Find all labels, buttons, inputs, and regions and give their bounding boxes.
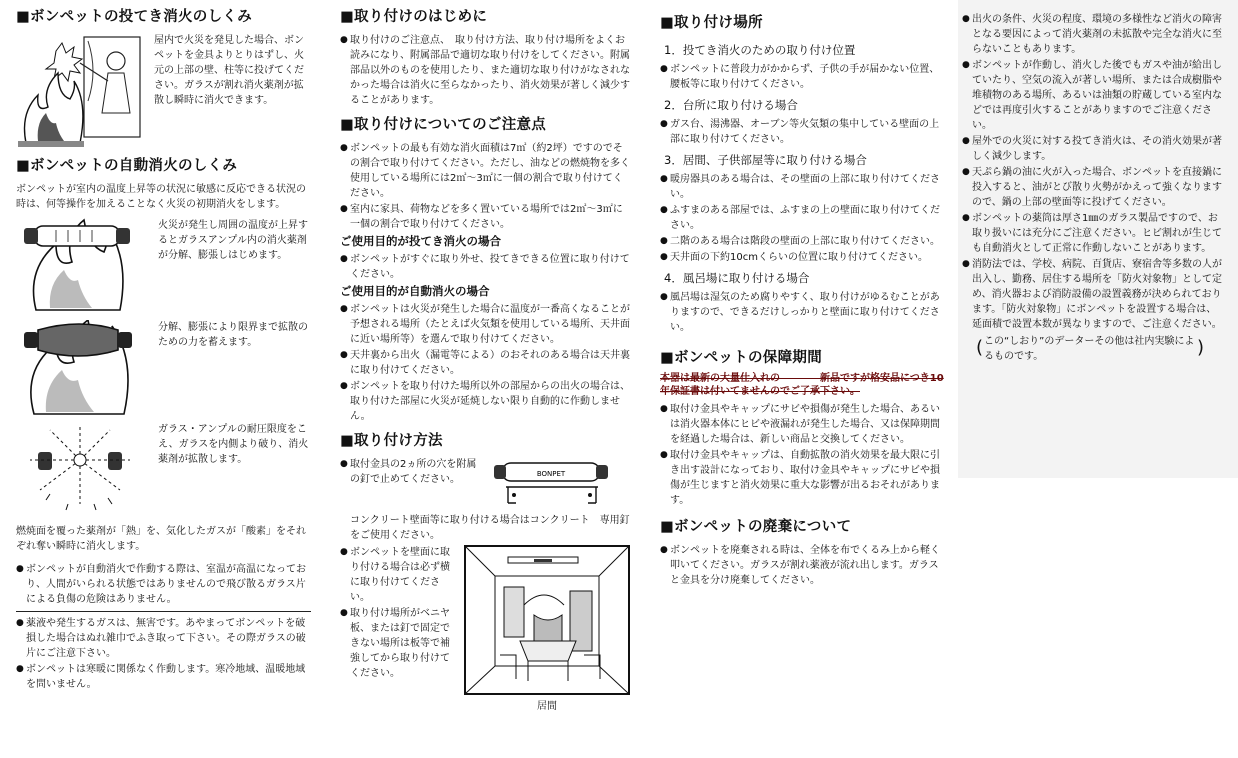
- auto-figure-2: [16, 320, 311, 416]
- section-title-location: ■取り付け場所: [660, 15, 763, 31]
- auto-intro: ボンペットが室内の温度上昇等の状況に敏感に反応できる状況の時は、何等操作を加えることなく火災の初期消火をします。: [16, 184, 306, 210]
- method-concrete: コンクリート壁面等に取り付ける場合はコンクリート 専用釘をご使用ください。: [350, 515, 630, 541]
- column-4: [962, 12, 1222, 364]
- section-title-intro: ■取り付けのはじめに: [340, 9, 488, 25]
- location-3-heater: ● 暖房器具のある場合は、その壁面の上部に取り付けてください。: [660, 172, 945, 202]
- method-nail: ● 取付金具の2ヵ所の穴を附属の釘で止めてください。: [340, 457, 480, 487]
- limit-conditions: ● 出火の条件、火災の程度、環境の多様性など消火の障害となる要因によって消火薬剤の未拡散や完全な消火に至らないこともあります。: [962, 12, 1222, 57]
- ampoule-expanding-icon: [16, 320, 148, 416]
- caution-other-room: ● ボンペットを取り付けた場所以外の部屋からの出火の場合は、取り付けた部屋に火災が延焼しない限り自動的に作動しません。: [340, 379, 630, 424]
- method-reinforce: ● 取り付け場所がベニヤ板、または釘で固定できない場所は板等で補強してから取り付けてください。: [340, 606, 452, 681]
- location-3-title: 3．居間、子供部屋等に取り付ける場合: [664, 153, 867, 167]
- column-2: [340, 8, 630, 712]
- location-4-text: ● 風呂場は湿気のため腐りやすく、取り付けがゆるむことがありますので、できるだけしっかりと壁面に取り付けてください。: [660, 290, 945, 335]
- caution-ceiling: ● 天井裏から出火（漏電等による）のおそれのある場合は天井裏に取り付けてください。: [340, 348, 630, 378]
- location-2-title: 2．台所に取り付ける場合: [664, 98, 798, 112]
- location-1-title: 1．投てき消火のための取り付け位置: [664, 43, 856, 57]
- section-title-cautions: ■取り付けについてのご注意点: [340, 117, 547, 133]
- internal-test-note: ( この“しおり”のデーターその他は社内実験によるものです。 ): [978, 334, 1204, 364]
- note-harmless: ● 薬液や発生するガスは、無害です。あやまってボンペットを破損した場合はぬれ雑巾でふき取って下さい。その際ガラスの破片にご注意下さい。: [16, 616, 311, 661]
- auto-figure-1: [16, 218, 311, 314]
- room-illustration-icon: [464, 545, 630, 695]
- warranty-replace: ● 取付け金具やキャップにサビや損傷が発生した場合、あるいは消火器本体にヒビや液漏れが発生した場合、又は保障期間を経過した場合は、新しい商品と交換してください。: [660, 402, 945, 447]
- auto-step-1-text: 火災が発生し周囲の温度が上昇するとガラスアンプル内の消火薬剤が分解、膨張しはじめます。: [158, 220, 308, 261]
- limit-glass: ● ボンペットの薬筒は厚さ1㎜のガラス製品ですので、お取り扱いには充分にご注意ください。ヒビ割れが生じても自動消火として正常に作動しないことがあります。: [962, 211, 1222, 256]
- location-4-title: 4．風呂場に取り付ける場合: [664, 271, 810, 285]
- divider: [16, 611, 311, 612]
- caution-throw-position: ● ボンペットがすぐに取り外せ、投てきできる位置に取り付けてください。: [340, 252, 630, 282]
- subtitle-throw-use: ご使用目的が投てき消火の場合: [340, 234, 501, 248]
- subtitle-auto-use: ご使用目的が自動消火の場合: [340, 284, 490, 298]
- room-caption: 居間: [537, 701, 557, 712]
- location-3-stairs: ● 二階のある場合は階段の壁面の上部に取り付けてください。: [660, 234, 945, 249]
- location-1-text: ● ボンペットに普段力がかからず、子供の手が届かない位置、腰板等に取り付けてください。: [660, 62, 945, 92]
- caution-auto-position: ● ボンペットは火災が発生した場合に温度が一番高くなることが予想される場所（たとえば火気類を使用している場所、天井面に近い場所等）を選んで取り付けてください。: [340, 302, 630, 347]
- limit-reignite: ● ボンペットが作動し、消火した後でもガスや油が給出していたり、空気の流入が著しい場所、または合成樹脂や堆積物のある場所、あるいは油類の貯蔵している室内などでは再度引火することがありますのでご注意ください。: [962, 58, 1222, 133]
- limit-tempura: ● 天ぷら鍋の油に火が入った場合、ボンペットを直接鍋に投入すると、油がとび散り火勢がかえって強くなりますので、鍋の上部の壁面等に投げてください。: [962, 165, 1222, 210]
- method-top: [340, 457, 630, 513]
- auto-step-3-text: ガラス・アンプルの耐圧限度をこえ、ガラスを内側より破り、消火薬剤が拡散します。: [158, 424, 309, 465]
- warranty-rust: ● 取付け金具やキャップは、自動拡散の消火効果を最大限に引き出す設計になっており、取付け金具やキャップにサビや損傷が生じますと消火効果に重大な影響が出るおそれがあります。: [660, 448, 945, 508]
- ampoule-burst-icon: [16, 422, 148, 518]
- throw-illustration-icon: [16, 33, 144, 151]
- limit-outdoor: ● 屋外での火災に対する投てき消火は、その消火効果が著しく減少します。: [962, 134, 1222, 164]
- auto-conclusion: 燃焼面を覆った薬剤が「熱」を、気化したガスが「酸素」をそれぞれ奪い瞬時に消火します。: [16, 526, 306, 552]
- auto-note-safety: ● ボンペットが自動消火で作動する際は、室温が高温になっており、人間がいられる状態ではありませんので飛び散るガラス片による負傷の危険はありません。: [16, 562, 311, 607]
- mount-bracket-icon: [480, 457, 630, 513]
- column-1: [16, 8, 311, 693]
- section-title-method: ■取り付け方法: [340, 433, 443, 449]
- intro-note: ● 取り付けのご注意点、 取り付け方法、取り付け場所をよくお読みになり、附属部品で適切な取り付けをしてください。附属部品以外のものを使用したり、また適切な取り付けがなされなかった場合は消火に至らなかったり、消火効果が著しく減少することがあります。: [340, 33, 630, 108]
- bonpet-label: BONPET: [536, 470, 566, 478]
- location-3-ceiling: ● 天井面の下約10cmくらいの位置に取り付けてください。: [660, 250, 945, 265]
- section-title-throw: ■ボンペットの投てき消火のしくみ: [16, 9, 252, 25]
- column-3: [660, 8, 945, 589]
- location-3-fusuma: ● ふすまのある部屋では、ふすまの上の壁面に取り付けてください。: [660, 203, 945, 233]
- method-bottom: [340, 545, 630, 712]
- limit-fire-law: ● 消防法では、学校、病院、百貨店、寮宿舎等多数の人が出入し、勤務、居住する場所を「防火対象物」として定め、消火器および消防設備の設置義務が決められております。「防火対象物」にボンペットを設置する場合は、延面積で設置本数が異なりますので、ご注意ください。: [962, 257, 1222, 332]
- location-2-text: ● ガス台、湯沸器、オーブン等火気類の集中している壁面の上部に取り付けてください。: [660, 117, 945, 147]
- note-climate: ● ボンペットは寒暖に関係なく作動します。寒冷地域、温暖地域を問いません。: [16, 662, 311, 692]
- method-horizontal: ● ボンペットを壁面に取り付ける場合は必ず横に取り付けてください。: [340, 545, 452, 605]
- auto-figure-3: [16, 422, 311, 518]
- ampoule-heating-icon: [16, 218, 148, 314]
- warranty-stamp: 本器は最新の大量仕入れの 新品ですが格安品につき10年保証書は付いてませんのでご了承下さい。: [660, 373, 944, 397]
- throw-section: [16, 33, 311, 151]
- throw-description: 屋内で火災を発見した場合、ボンペットを金具よりとりはずし、火元の上部の壁、柱等に投げてください。ガラスが割れ消火薬剤が拡散し瞬時に消火できます。: [154, 35, 304, 106]
- auto-step-2-text: 分解、膨張により限界まで拡散のための力を蓄えます。: [158, 322, 308, 348]
- caution-area: ● ボンペットの最も有効な消火面積は7㎡（約2坪）ですのでその割合で取り付けてください。ただし、油などの燃焼物を多く使用している場所には2㎡～3㎡に一個の割合で取り付けてください。: [340, 141, 630, 201]
- caution-furniture: ● 室内に家具、荷物などを多く置いている場所では2㎡～3㎡に一個の割合で取り付けてください。: [340, 202, 630, 232]
- section-title-disposal: ■ボンペットの廃棄について: [660, 519, 852, 535]
- section-title-warranty: ■ボンペットの保障期間: [660, 350, 822, 366]
- section-title-auto: ■ボンペットの自動消火のしくみ: [16, 158, 238, 174]
- disposal-text: ● ボンペットを廃棄される時は、全体を布でくるみ上から軽く叩いてください。ガラスが割れ薬液が流れ出します。ガラスと金具を分け廃棄してください。: [660, 543, 945, 588]
